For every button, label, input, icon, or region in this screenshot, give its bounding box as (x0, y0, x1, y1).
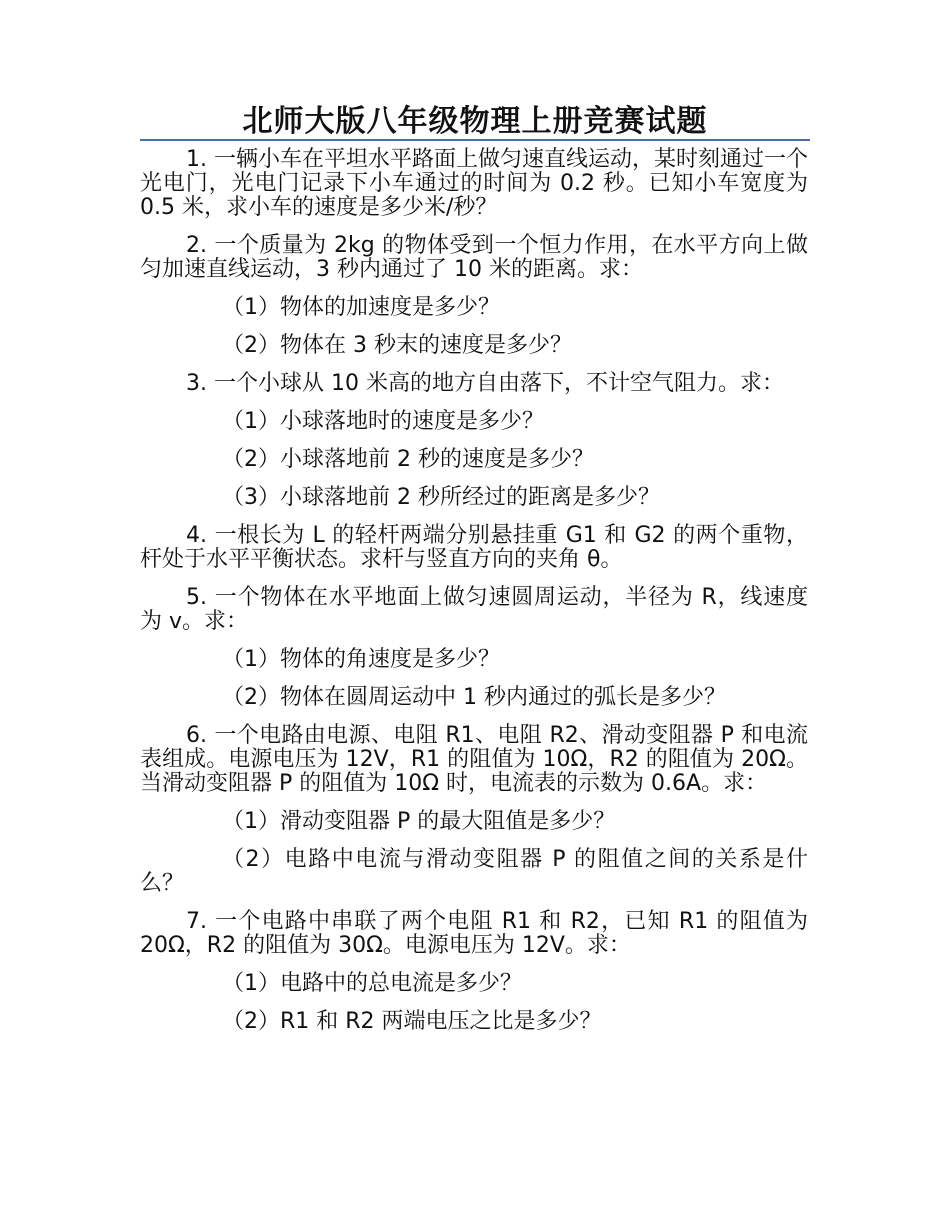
question-2: 2. 一个质量为 2kg 的物体受到一个恒力作用，在水平方向上做匀加速直线运动，3 秒内通过了 10 米的距离。求： (140, 233, 808, 282)
title-underline (140, 139, 810, 141)
question-7-part-2: （2）R1 和 R2 两端电压之比是多少？ (222, 1009, 602, 1034)
question-7: 7. 一个电路中串联了两个电阻 R1 和 R2，已知 R1 的阻值为 20Ω，R2 的阻值为 30Ω。电源电压为 12V。求： (140, 909, 808, 958)
question-7-part-1: （1）电路中的总电流是多少？ (222, 971, 522, 996)
question-2-part-1: （1）物体的加速度是多少？ (222, 295, 500, 320)
question-3-part-2: （2）小球落地前 2 秒的速度是多少？ (222, 447, 594, 472)
question-3: 3. 一个小球从 10 米高的地方自由落下，不计空气阻力。求： (186, 371, 784, 396)
question-list (140, 148, 808, 1048)
question-4: 4. 一根长为 L 的轻杆两端分别悬挂重 G1 和 G2 的两个重物，杆处于水平平衡状态。求杆与竖直方向的夹角 θ。 (140, 523, 808, 572)
question-6-part-1: （1）滑动变阻器 P 的最大阻值是多少？ (222, 809, 616, 834)
question-5-part-1: （1）物体的角速度是多少？ (222, 647, 500, 672)
question-3-part-1: （1）小球落地时的速度是多少？ (222, 409, 544, 434)
question-5-part-2: （2）物体在圆周运动中 1 秒内通过的弧长是多少？ (222, 685, 726, 710)
question-3-part-3: （3）小球落地前 2 秒所经过的距离是多少？ (222, 485, 660, 510)
question-1: 1. 一辆小车在平坦水平路面上做匀速直线运动，某时刻通过一个光电门，光电门记录下小车通过的时间为 0.2 秒。已知小车宽度为 0.5 米，求小车的速度是多少米/秒？ (140, 147, 808, 220)
question-6-part-2: （2）电路中电流与滑动变阻器 P 的阻值之间的关系是什么？ (140, 847, 808, 896)
question-5: 5. 一个物体在水平地面上做匀速圆周运动，半径为 R，线速度为 v。求： (140, 585, 808, 634)
question-2-part-2: （2）物体在 3 秒末的速度是多少？ (222, 333, 572, 358)
question-6: 6. 一个电路由电源、电阻 R1、电阻 R2、滑动变阻器 P 和电流表组成。电源电压为 12V，R1 的阻值为 10Ω，R2 的阻值为 20Ω。当滑动变阻器 P 的阻值为 10Ω 时，电流表的示数为 0.6A。求： (140, 723, 808, 796)
document-title: 北师大版八年级物理上册竞赛试题 (242, 104, 708, 139)
